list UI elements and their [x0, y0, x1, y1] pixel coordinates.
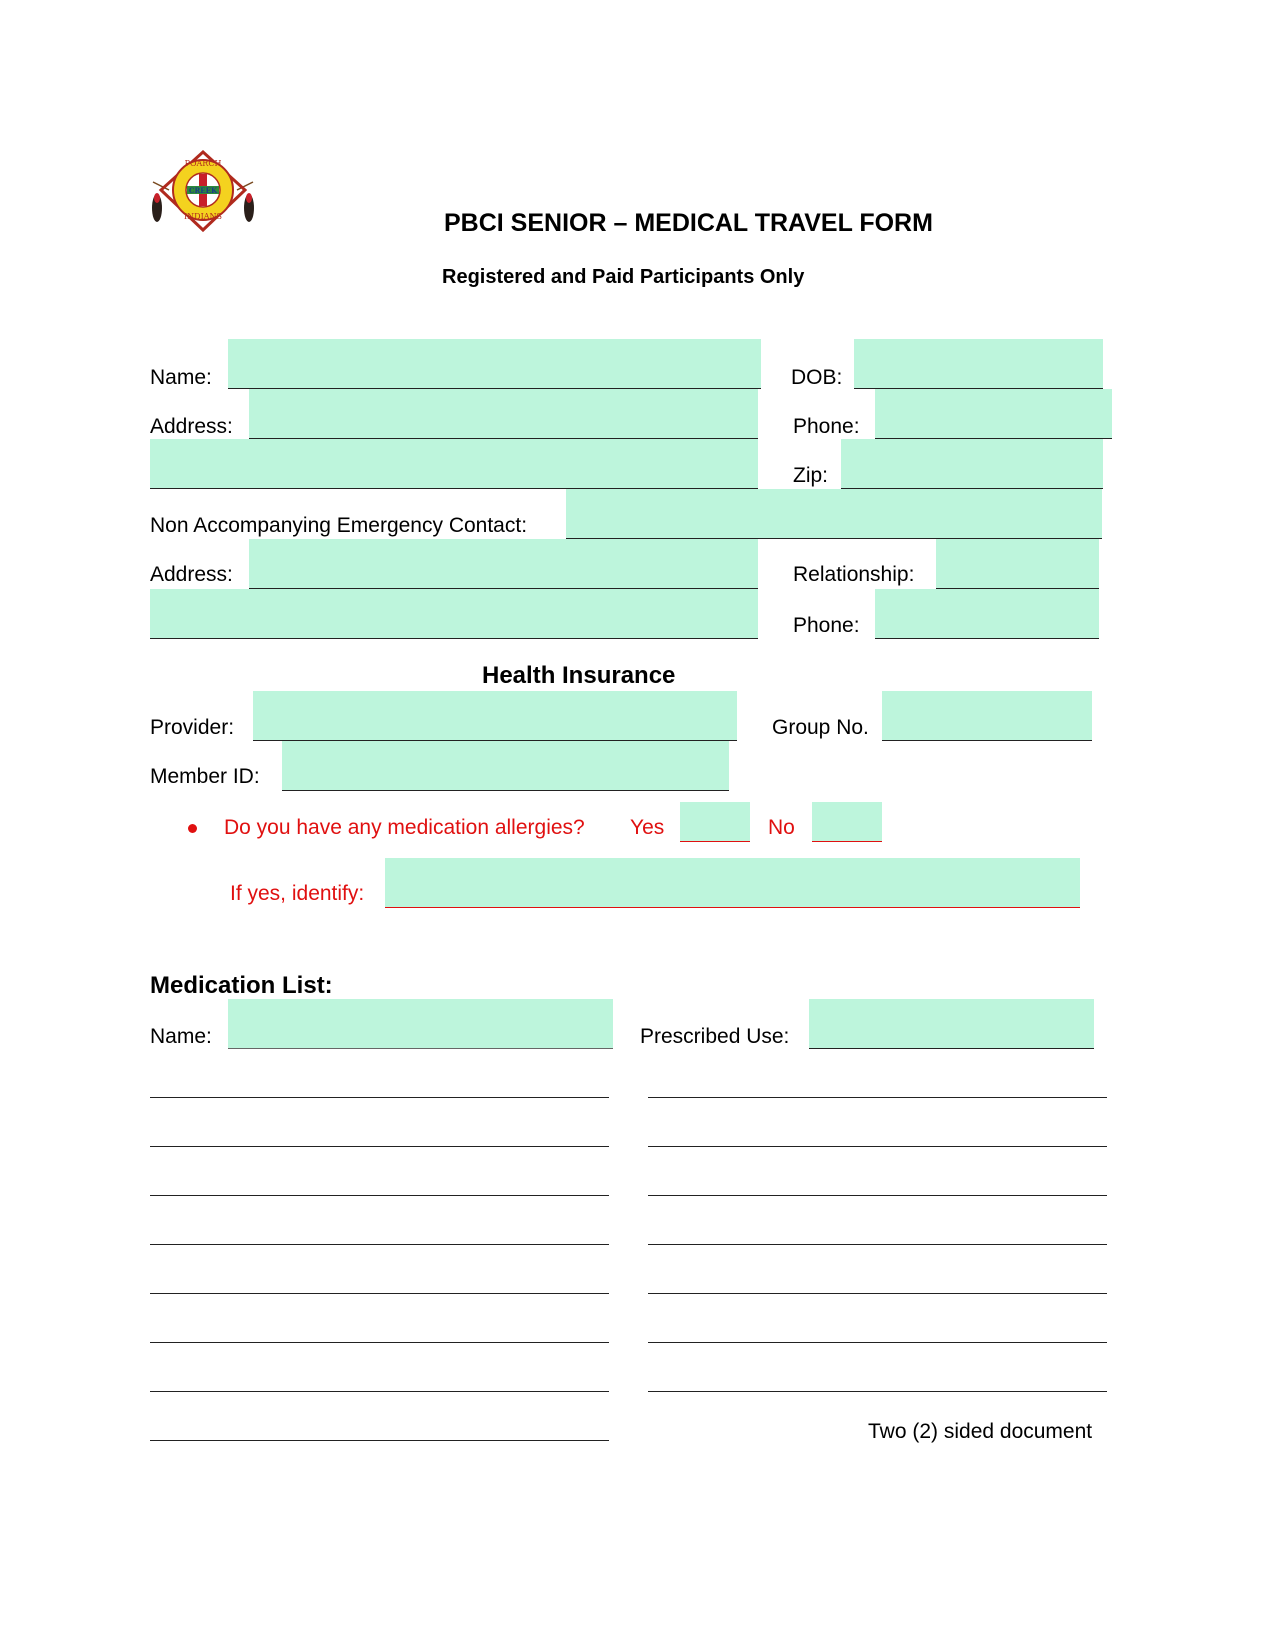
prescribed-use-line[interactable]: [648, 1195, 1107, 1196]
group-number-field[interactable]: [882, 691, 1092, 741]
allergy-identify-field[interactable]: [385, 858, 1080, 908]
emergency-contact-label: Non Accompanying Emergency Contact:: [150, 514, 528, 537]
bullet-icon: [188, 824, 197, 833]
logo-text-bottom: INDIANS: [184, 212, 222, 221]
allergy-no-field[interactable]: [812, 802, 882, 842]
allergy-yes-field[interactable]: [680, 802, 750, 842]
allergy-no-label: No: [768, 816, 795, 839]
medication-name-line[interactable]: [150, 1146, 609, 1147]
emergency-address-field[interactable]: [249, 539, 758, 589]
medication-name-line[interactable]: [150, 1244, 609, 1245]
name-label: Name:: [150, 366, 212, 389]
zip-label: Zip:: [793, 464, 829, 487]
prescribed-use-line[interactable]: [648, 1146, 1107, 1147]
left-feather-icon: [152, 182, 169, 222]
medication-name-line[interactable]: [150, 1293, 609, 1294]
health-insurance-heading: Health Insurance: [482, 662, 676, 689]
prescribed-use-line[interactable]: [648, 1244, 1107, 1245]
logo-text-top: POARCH: [184, 159, 222, 168]
poarch-creek-logo: [147, 150, 259, 236]
medication-name-line[interactable]: [150, 1097, 609, 1098]
page-title: PBCI SENIOR – MEDICAL TRAVEL FORM: [444, 209, 933, 237]
address-label: Address:: [150, 415, 233, 438]
dob-label: DOB:: [791, 366, 843, 389]
emergency-address-label: Address:: [150, 563, 233, 586]
medication-name-line[interactable]: [150, 1440, 609, 1441]
address-line-2-field[interactable]: [150, 439, 758, 489]
member-id-label: Member ID:: [150, 765, 260, 788]
page-subtitle: Registered and Paid Participants Only: [442, 266, 805, 288]
relationship-field[interactable]: [936, 539, 1099, 589]
medication-name-field[interactable]: [228, 999, 613, 1049]
provider-field[interactable]: [253, 691, 737, 741]
prescribed-use-line[interactable]: [648, 1293, 1107, 1294]
group-number-label: Group No.: [772, 716, 869, 739]
logo-text-center: CREEK: [188, 186, 218, 195]
zip-field[interactable]: [841, 439, 1103, 489]
relationship-label: Relationship:: [793, 563, 915, 586]
phone-field[interactable]: [875, 389, 1112, 439]
allergy-identify-label: If yes, identify:: [230, 882, 365, 905]
name-field[interactable]: [228, 339, 761, 389]
emergency-contact-field[interactable]: [566, 489, 1102, 539]
allergy-yes-label: Yes: [630, 816, 665, 839]
emergency-address-line-2-field[interactable]: [150, 589, 758, 639]
medication-name-line[interactable]: [150, 1342, 609, 1343]
medication-name-line[interactable]: [150, 1391, 609, 1392]
prescribed-use-line[interactable]: [648, 1391, 1107, 1392]
medication-list-heading: Medication List:: [150, 972, 333, 999]
two-sided-note: Two (2) sided document: [868, 1420, 1093, 1443]
address-field[interactable]: [249, 389, 758, 439]
prescribed-use-label: Prescribed Use:: [640, 1025, 790, 1048]
allergy-question: Do you have any medication allergies?: [224, 816, 585, 839]
prescribed-use-field[interactable]: [809, 999, 1094, 1049]
medication-name-line[interactable]: [150, 1195, 609, 1196]
dob-field[interactable]: [854, 339, 1103, 389]
emergency-phone-label: Phone:: [793, 614, 860, 637]
phone-label: Phone:: [793, 415, 860, 438]
prescribed-use-line[interactable]: [648, 1342, 1107, 1343]
emergency-phone-field[interactable]: [875, 589, 1099, 639]
member-id-field[interactable]: [282, 741, 729, 791]
provider-label: Provider:: [150, 716, 235, 739]
medication-name-label: Name:: [150, 1025, 212, 1048]
right-feather-icon: [237, 182, 254, 222]
prescribed-use-line[interactable]: [648, 1097, 1107, 1098]
